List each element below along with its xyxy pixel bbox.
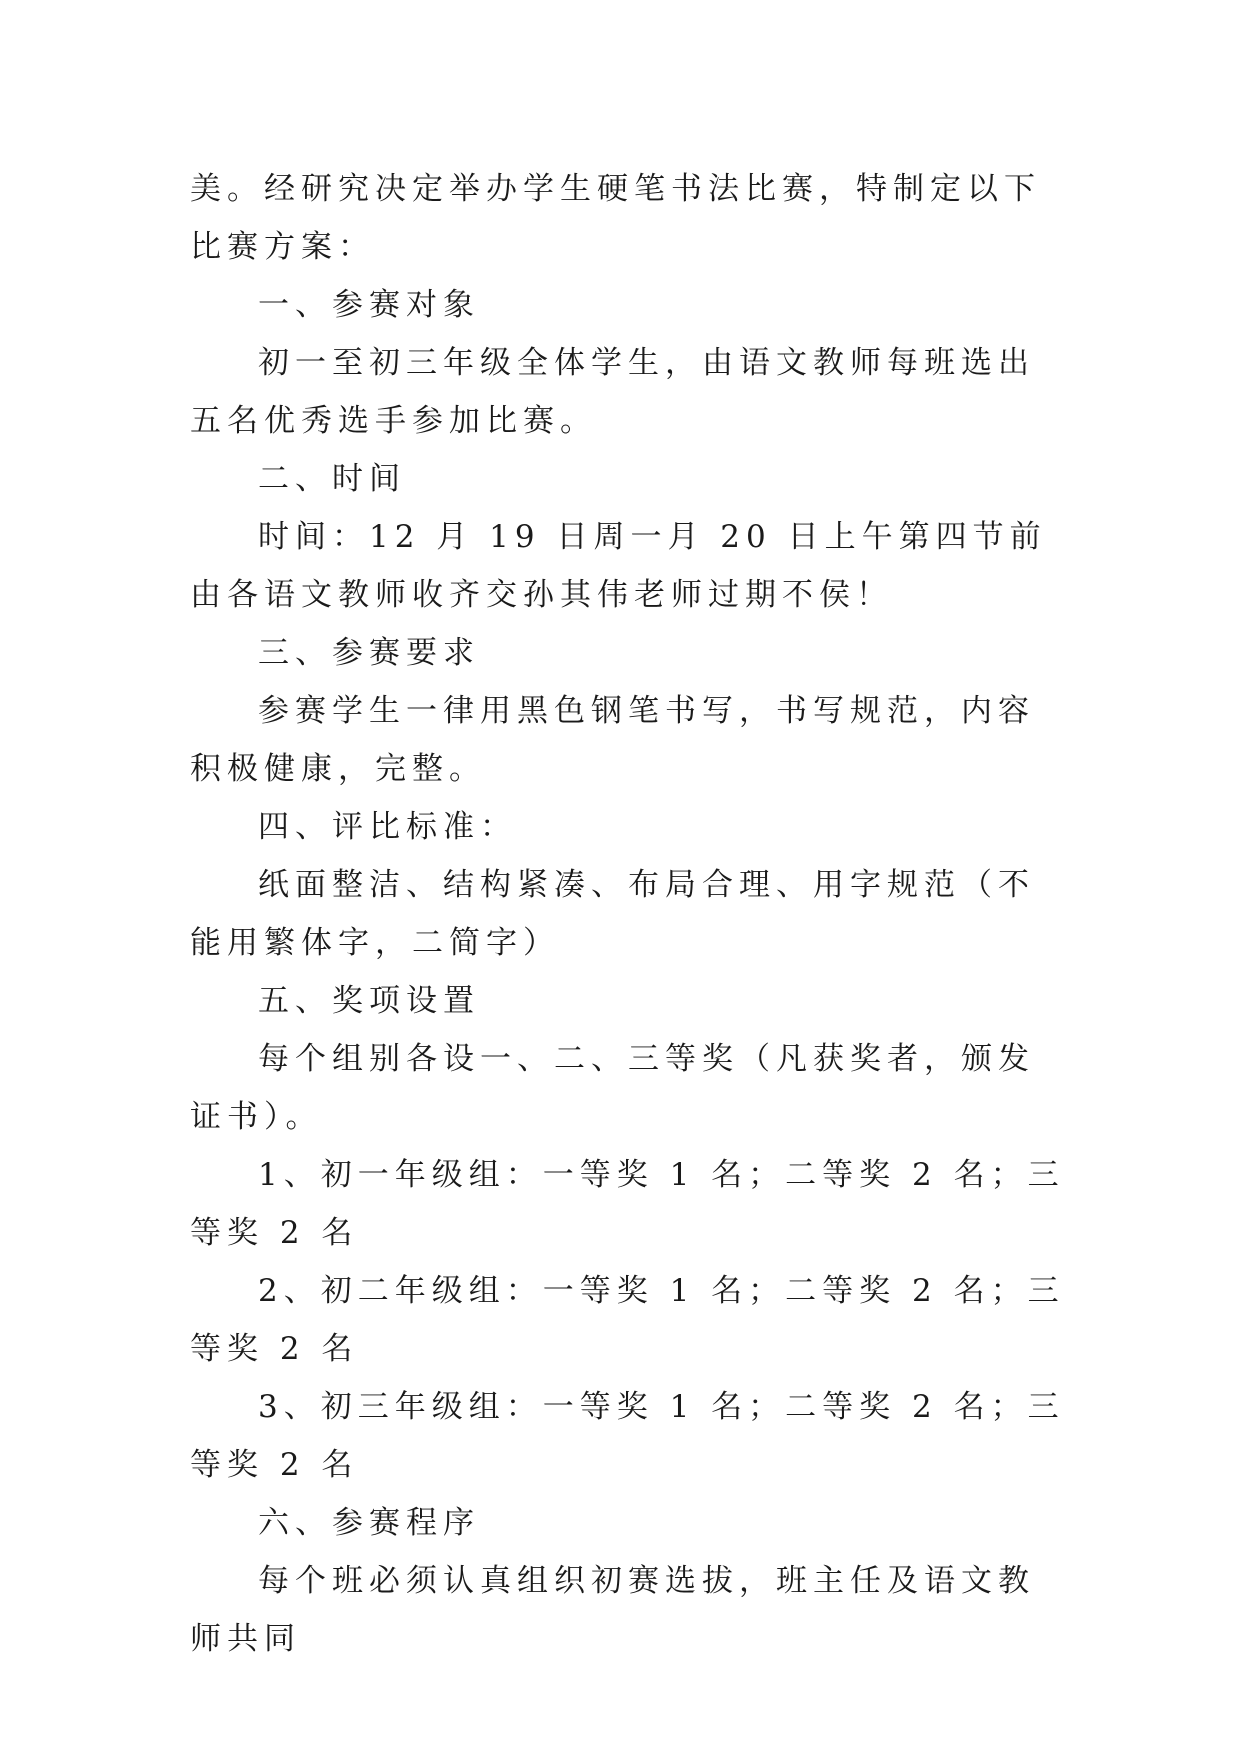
list-item-grade-two-awards: 2、初二年级组：一等奖 1 名；二等奖 2 名；三等奖 2 名 [190,1273,1065,1367]
paragraph-procedure: 每个班必须认真组织初赛选拔，班主任及语文教师共同 [190,1563,1035,1657]
list-item-grade-one-awards: 1、初一年级组：一等奖 1 名；二等奖 2 名；三等奖 2 名 [190,1157,1065,1251]
paragraph-time: 时间：12 月 19 日周一月 20 日上午第四节前由各语文教师收齐交孙其伟老师过期不侯！ [190,519,1047,613]
paragraph-awards-summary: 每个组别各设一、二、三等奖（凡获奖者，颁发证书）。 [190,1041,1035,1135]
document-body [190,160,1070,1668]
section-heading-time: 二、时间 [258,461,406,497]
section-heading-awards: 五、奖项设置 [258,983,480,1019]
section-heading-procedure: 六、参赛程序 [258,1505,480,1541]
list-item-grade-three-awards: 3、初三年级组：一等奖 1 名；二等奖 2 名；三等奖 2 名 [190,1389,1065,1483]
paragraph-participants: 初一至初三年级全体学生，由语文教师每班选出五名优秀选手参加比赛。 [190,345,1035,439]
section-heading-requirements: 三、参赛要求 [258,635,480,671]
paragraph-requirements: 参赛学生一律用黑色钢笔书写，书写规范，内容积极健康，完整。 [190,693,1035,787]
paragraph-criteria: 纸面整洁、结构紧凑、布局合理、用字规范（不能用繁体字，二简字） [190,867,1035,961]
section-heading-criteria: 四、评比标准： [258,809,517,845]
paragraph-intro-continuation: 美。经研究决定举办学生硬笔书法比赛，特制定以下比赛方案： [190,171,1041,265]
section-heading-participants: 一、参赛对象 [258,287,480,323]
